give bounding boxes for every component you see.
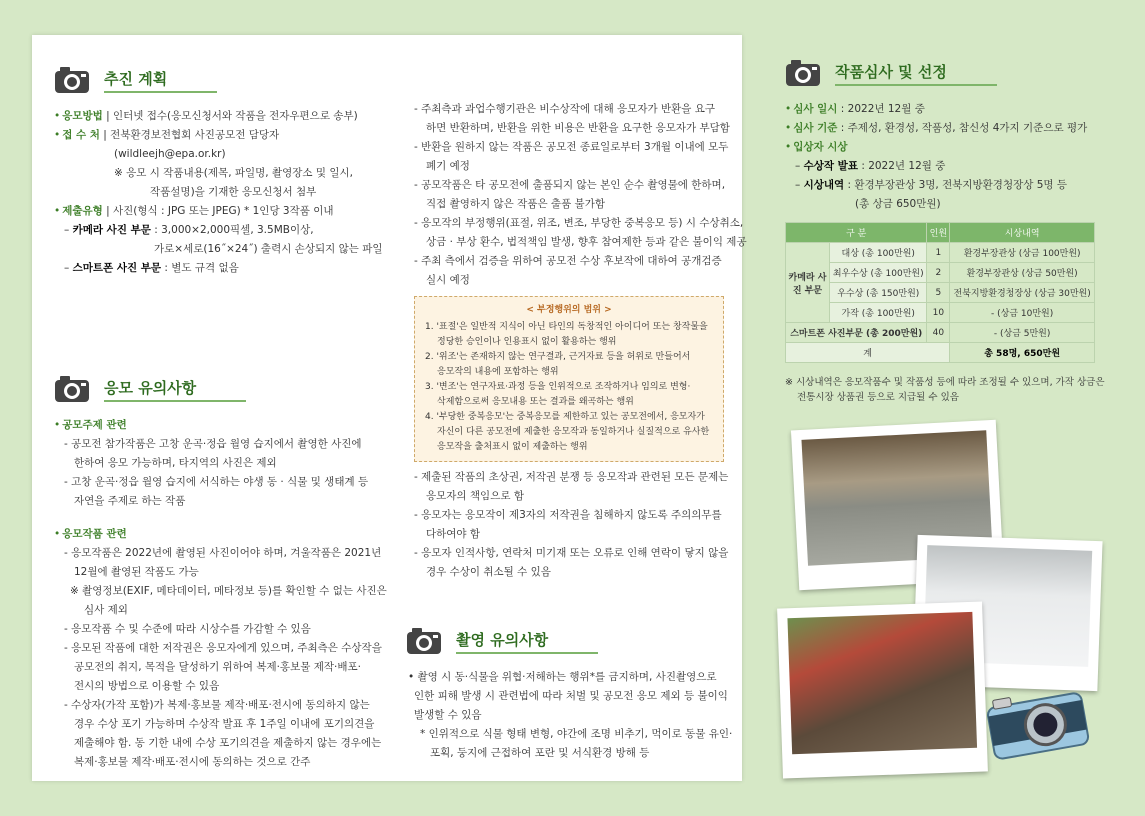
work-head: 응모작품 관련	[62, 528, 127, 540]
plan-title: 추진 계획	[104, 68, 217, 93]
camera-icon	[54, 374, 90, 404]
l1: • 촬영 시 동·식물을 위협·저해하는 행위*를 금지하며, 사진촬영으로	[408, 671, 717, 683]
c2: - 반환을 원하지 않는 작품은 공모전 종료일로부터 3개월 이내에 모두	[414, 141, 729, 153]
table-row	[786, 263, 1095, 283]
w4b: 공모전의 취지, 목적을 달성하기 위하여 복제·홍보물 제작·배포·	[74, 661, 361, 673]
c3: - 공모작품은 타 공모전에 출품되지 않는 본인 순수 촬영물에 한하며,	[414, 179, 726, 191]
cell: 총 58명, 650만원	[950, 343, 1095, 363]
left-panel	[32, 35, 747, 781]
date-value: : 2022년 12월 중	[840, 103, 925, 115]
b4c: 응모작을 출처표시 없이 제출하는 행위	[437, 442, 588, 452]
c8: - 응모자 인적사항, 연락처 미기재 또는 오류로 인해 연락이 닿지 않을	[414, 547, 729, 559]
cell: 환경부장관상 (상금 100만원)	[950, 243, 1095, 263]
w2b: 심사 제외	[84, 604, 128, 616]
cell: 5	[927, 283, 950, 303]
cell: 최우수상 (총 100만원)	[830, 263, 927, 283]
phone-label: 스마트폰 사진 부문	[72, 262, 162, 274]
c5b: 실시 예정	[426, 274, 470, 286]
shoot-section-title	[406, 626, 724, 656]
type-label: 제출유형	[62, 205, 103, 217]
crit-label: 심사 기준	[793, 122, 838, 134]
table-row	[786, 243, 1095, 263]
table-row	[786, 283, 1095, 303]
b4b: 자신이 다른 공모전에 제출한 응모작과 동일하거나 실질적으로 유사한	[437, 427, 710, 437]
s1: - 공모전 참가작품은 고창 운곡·정읍 월영 습지에서 촬영한 사진에	[64, 438, 362, 450]
camera-icon	[785, 58, 821, 88]
shoot-title: 촬영 유의사항	[456, 629, 598, 654]
c1b: 하면 반환하며, 반환을 위한 비용은 반환을 요구한 응모자가 부담함	[426, 122, 730, 134]
w3: - 응모작품 수 및 수준에 따라 시상수를 가감할 수 있음	[64, 623, 311, 635]
email: (wildleejh@epa.or.kr)	[114, 148, 226, 160]
cell: - (상금 10만원)	[950, 303, 1095, 323]
th-count: 인원	[927, 223, 950, 243]
c3b: 직접 촬영하지 않은 작품은 출품 불가함	[426, 198, 605, 210]
office-value: 전북환경보전협회 사진공모전 담당자	[110, 129, 280, 141]
type-value: 사진(형식 : JPG 또는 JPEG) * 1인당 3작품 이내	[113, 205, 334, 217]
notice-title: 응모 유의사항	[104, 377, 246, 402]
cell: 대상 (총 100만원)	[830, 243, 927, 263]
cell: 계	[786, 343, 950, 363]
c8b: 경우 수상이 취소될 수 있음	[426, 566, 551, 578]
b2: 2. '위조'는 존재하지 않는 연구결과, 근거자료 등을 허위로 만들어서	[425, 352, 691, 362]
camera-label: 카메라 사진 부문	[72, 224, 151, 236]
cell: 우수상 (총 150만원)	[830, 283, 927, 303]
th-category: 구 분	[786, 223, 927, 243]
w1: - 응모작품은 2022년에 촬영된 사진이어야 하며, 겨울작품은 2021년	[64, 547, 382, 559]
s2: - 고창 운곡·정읍 월영 습지에 서식하는 야생 동 · 식물 및 생태계 등	[64, 476, 369, 488]
date-label: 심사 일시	[793, 103, 838, 115]
w4c: 전시의 방법으로 이용할 수 있음	[74, 680, 220, 692]
c7b: 다하여야 함	[426, 528, 481, 540]
b1: 1. '표절'은 일반적 지식이 아닌 타인의 독창적인 아이디어 또는 창작물을	[425, 322, 708, 332]
l1b: 인한 피해 발생 시 관련법에 따라 처벌 및 공모전 응모 제외 등 불이익	[414, 690, 728, 702]
c5: - 주최 측에서 검증을 위하여 공모전 수상 후보작에 대하여 공개검증	[414, 255, 722, 267]
b2b: 응모작의 내용에 포함하는 행위	[437, 367, 559, 377]
l1c: 발생할 수 있음	[414, 709, 482, 721]
ann-label: 수상작 발표	[803, 160, 858, 172]
crit-value: : 주제성, 환경성, 작품성, 참신성 4가지 기준으로 평가	[840, 122, 1088, 134]
l2: * 인위적으로 식물 형태 변형, 야간에 조명 비추기, 먹이로 동물 유인·	[420, 728, 733, 740]
cell: - (상금 5만원)	[950, 323, 1095, 343]
note2: 작품설명)을 기재한 응모신청서 첨부	[150, 186, 317, 198]
subject-head: 공모주제 관련	[62, 419, 127, 431]
method-label: 응모방법	[62, 110, 103, 122]
camera-value: : 3,000×2,000픽셀, 3.5MB이상,	[154, 224, 314, 236]
foot1: ※ 시상내역은 응모작품수 및 작품성 등에 따라 조정될 수 있으며, 가작 상금은	[785, 377, 1105, 388]
c4b: 상금 · 부상 환수, 법적책임 발생, 향후 참여제한 등과 같은 불이익 제공	[426, 236, 747, 248]
w1b: 12월에 촬영된 작품도 가능	[74, 566, 199, 578]
s2b: 자연을 주제로 하는 작품	[74, 495, 186, 507]
c4: - 응모작의 부정행위(표절, 위조, 변조, 부당한 중복응모 등) 시 수상취소,	[414, 217, 744, 229]
cat-camera: 카메라 사진 부문	[786, 243, 830, 323]
box-title: < 부정행위의 범위 >	[526, 305, 612, 315]
c2b: 폐기 예정	[426, 160, 470, 172]
w5d: 복제·홍보물 제작·배포·전시에 동의하는 것으로 간주	[74, 756, 311, 768]
c6b: 응모자의 책임으로 함	[426, 490, 524, 502]
th-prize: 시상내역	[950, 223, 1095, 243]
boardwalk-photo	[777, 601, 988, 778]
column-2	[408, 100, 747, 763]
award-label: 입상자 시상	[793, 141, 848, 153]
b1b: 정당한 승인이나 인용표시 없이 활용하는 행위	[437, 337, 617, 347]
cell: 2	[927, 263, 950, 283]
cell: 1	[927, 243, 950, 263]
w2: ※ 촬영정보(EXIF, 메타데이터, 메타정보 등)를 확인할 수 없는 사진은	[70, 585, 387, 597]
note1: ※ 응모 시 작품내용(제목, 파일명, 촬영장소 및 일시,	[114, 167, 353, 179]
camera-value2: 가로×세로(16˝×24˝) 출력시 손상되지 않는 파일	[154, 243, 383, 255]
cell: 40	[927, 323, 950, 343]
foot2: 전통시장 상품권 등으로 지급될 수 있음	[797, 392, 959, 403]
w5c: 제출해야 함. 동 기한 내에 수상 포기의견을 제출하지 않는 경우에는	[74, 737, 382, 749]
s1b: 한하여 응모 가능하며, 타지역의 사진은 제외	[74, 457, 277, 469]
phone-value: : 별도 규격 없음	[164, 262, 239, 274]
camera-icon	[406, 626, 442, 656]
cell: 스마트폰 사진부문 (총 200만원)	[786, 323, 927, 343]
w4: - 응모된 작품에 대한 저작권은 응모자에게 있으며, 주최측은 수상작을	[64, 642, 382, 654]
w5b: 경우 수상 포기 가능하며 수상작 발표 후 1주일 이내에 포기의견을	[74, 718, 375, 730]
w5: - 수상자(가작 포함)가 복제·홍보물 제작·배포·전시에 동의하지 않는	[64, 699, 370, 711]
office-label: 접 수 처	[62, 129, 100, 141]
c7: - 응모자는 응모작이 제3자의 저작권을 침해하지 않도록 주의의무를	[414, 509, 722, 521]
table-row	[786, 323, 1095, 343]
cell: 전북지방환경청장상 (상금 30만원)	[950, 283, 1095, 303]
judge-section-title	[785, 58, 1125, 88]
misconduct-box	[414, 296, 724, 462]
table-row	[786, 343, 1095, 363]
det-value2: (총 상금 650만원)	[855, 198, 941, 210]
cell: 환경부장관상 (상금 50만원)	[950, 263, 1095, 283]
cell: 10	[927, 303, 950, 323]
det-value: : 환경부장관상 3명, 전북지방환경청장상 5명 등	[847, 179, 1068, 191]
camera-icon	[54, 65, 90, 95]
b3: 3. '변조'는 연구자료·과정 등을 인위적으로 조작하거나 임의로 변형·	[425, 382, 691, 392]
c6: - 제출된 작품의 초상권, 저작권 분쟁 등 응모작과 관련된 모든 문제는	[414, 471, 729, 483]
notice-section-title	[54, 374, 374, 404]
award-table	[785, 222, 1095, 363]
table-row	[786, 303, 1095, 323]
plan-section-title	[54, 65, 374, 95]
column-1: 추진 계획 • 응모방법 | 인터넷 접수(응모신청서와 작품을 전자우편으로 송부) • 접 수 처 | 전북환경보전협회 사진공모전 담당자 (wildleejh@epa.or.kr) ※ 응모 시 작품내용(제목, 파일명, 촬영장소 및 일시, 작품설명)을 기재한 응모신청서 첨부 • 제출유형 | 사진(형식 : JPG 또는 JPEG) * 1인당 3작품 이내 – 카메라 사진 부문 : 3,000×2,000픽셀, 3.5MB이상, 가로×세로(16˝×24˝) 출력시 손상되지 않는 파일 – 스마트폰 사진 부문 : 별도 규격 없음 응모 유의사항 • 공모주제 관련 - 공모전 참가작품은 고창 운곡·정읍 월영 습지에서 촬영한 사진에 한하여 응모 가능하며, 타지역의 사진은 제외 - 고창 운곡·정읍 월영 습지에 서식하는 야생 동 · 식물 및 생태계 등 자연을 주제로 하는 작품 • 응모작품 관련 - 응모작품은 2022년에 촬영된 사진이어야 하며, 겨울작품은 2021년 12월에 촬영된 작품도 가능 ※ 촬영정보(EXIF, 메타데이터, 메타정보 등)를 확인할 수 없는 사진은 심사 제외 - 응모작품 수 및 수준에 따라 시상수를 가감할 수 있음 - 응모된 작품에 대한 저작권은 응모자에게 있으며, 주최측은 수상작을 공모전의 취지, 목적을 달성하기 위하여 복제·홍보물 제작·배포· 전시의 방법으로 이용할 수 있음 - 수상자(가작 포함)가 복제·홍보물 제작·배포·전시에 동의하지 않는 경우 수상 포기 가능하며 수상작 발표 후 1주일 이내에 포기의견을 제출해야 함. 동 기한 내에 수상 포기의견을 제출하지 않는 경우에는 복제·홍보물 제작·배포·전시에 동의하는 것으로 간주	[54, 65, 374, 772]
method-value: 인터넷 접수(응모신청서와 작품을 전자우편으로 송부)	[113, 110, 358, 122]
b3b: 삭제함으로써 응모내용 또는 결과를 왜곡하는 행위	[437, 397, 634, 407]
judge-title: 작품심사 및 선정	[835, 61, 997, 86]
l2b: 포획, 둥지에 근접하여 포란 및 서식환경 방해 등	[430, 747, 650, 759]
ann-value: : 2022년 12월 중	[861, 160, 946, 172]
right-column: 작품심사 및 선정 • 심사 일시 : 2022년 12월 중 • 심사 기준 : 주제성, 환경성, 작품성, 참신성 4가지 기준으로 평가 • 입상자 시상 – 수상작 발표 : 2022년 12월 중 – 시상내역 : 환경부장관상 3명, 전북지방환경청장상 5명 등 (총 상금 650만원) 구 분 인원 시상내역 카메라 사진 부문 대상 (총 100만원) 1 환경부장관상 (상금 100만원) 최우수상 (총 100만원) 2 환경부장관상 (상금 50만원) 우수상 (총 150만원) 5 전북지방환경청장상 (상금 30만원) 가작 (총 100만원) 10 - (상금 10만원) 스마트폰 사진부문 (총 200만원) 40 - (상금 5만원) 계 총 58명, 650만원 ※ 시상내역은 응모작품수 및 작품성 등에 따라 조정될 수 있으며, 가작 상금은 전통시장 상품권 등으로 지급될 수 있음	[785, 58, 1125, 405]
c1: - 주최측과 과업수행기관은 비수상작에 대해 응모자가 반환을 요구	[414, 103, 716, 115]
camera-illustration	[980, 679, 1096, 766]
cell: 가작 (총 100만원)	[830, 303, 927, 323]
b4: 4. '부당한 중복응모'는 중복응모를 제한하고 있는 공모전에서, 응모자가	[425, 412, 705, 422]
det-label: 시상내역	[803, 179, 845, 191]
